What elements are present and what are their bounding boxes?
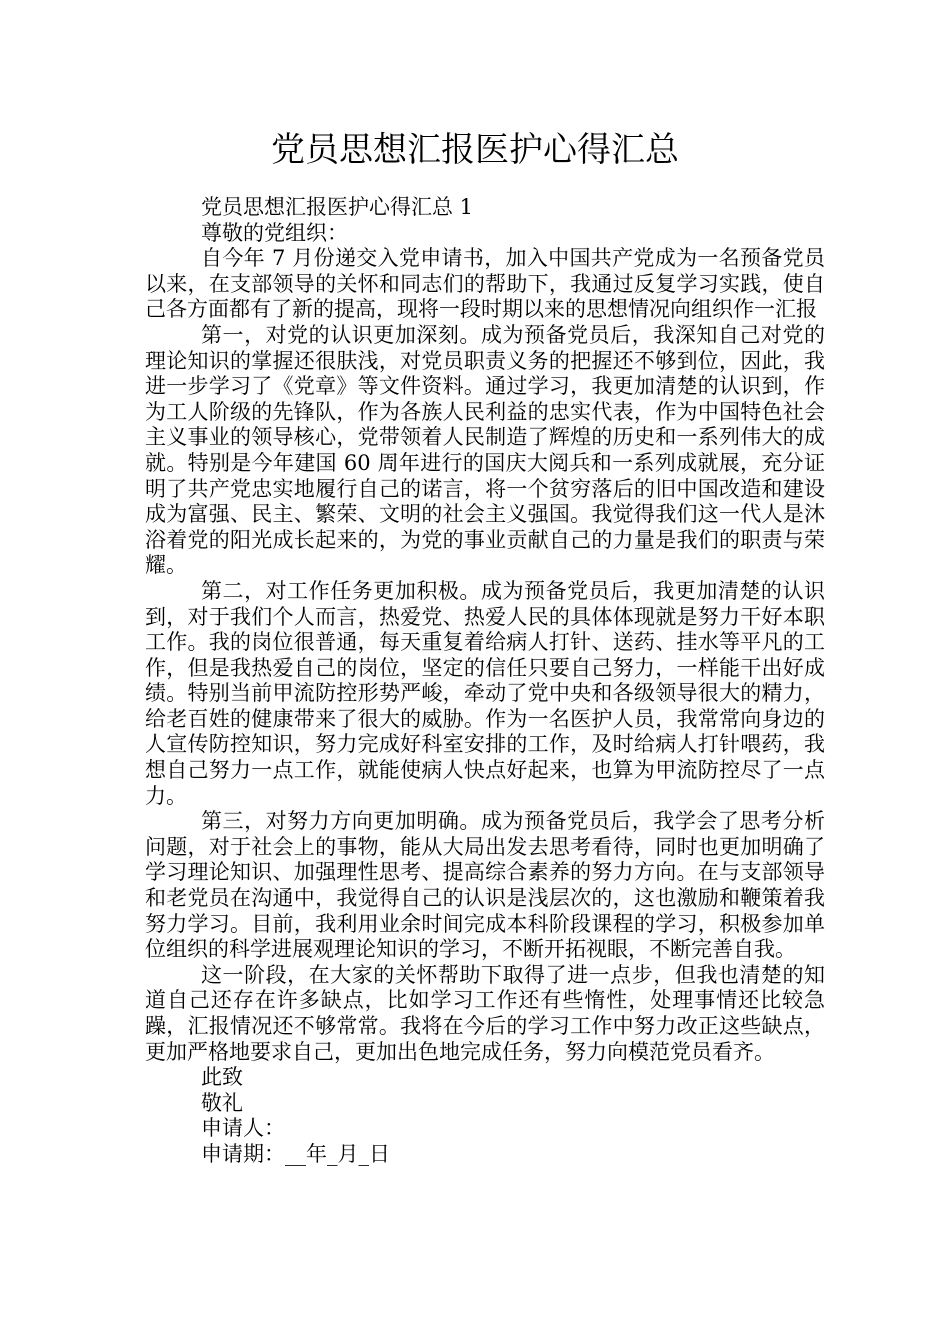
application-date: 申请期：__年_月_日 (201, 1141, 390, 1166)
closing-salute: 此致 (201, 1065, 243, 1090)
paragraph-second: 第二，对工作任务更加积极。成为预备党员后，我更加清楚的认识到，对于我们个人而言，热爱党、热爱人民的具体体现就是努力干好本职工作。我的岗位很普通，每天重复着给病人打针、送药、挂水等平凡的工作，但是我热爱自己的岗位，坚定的信任只要自己努力，一样能干出好成绩。特别当前甲流防控形势严峻，牵动了党中央和各级领导很大的精力，给老百姓的健康带来了很大的威胁。作为一名医护人员，我常常向身边的人宣传防控知识，努力完成好科室安排的工作，及时给病人打针喂药，我想自己努力一点工作，就能使病人快点好起来，也算为甲流防控尽了一点力。 (145, 578, 825, 808)
applicant-label: 申请人： (201, 1116, 285, 1141)
paragraph-third: 第三，对努力方向更加明确。成为预备党员后，我学会了思考分析问题，对于社会上的事物，能从大局出发去思考看待，同时也更加明确了学习理论知识、加强理性思考、提高综合素养的努力方向。在与支部领导和老党员在沟通中，我觉得自己的认识是浅层次的，这也激励和鞭策着我努力学习。目前，我利用业余时间完成本科阶段课程的学习，积极参加单位组织的科学进展观理论知识的学习，不断开拓视眼，不断完善自我。 (145, 809, 825, 962)
paragraph-summary: 这一阶段，在大家的关怀帮助下取得了进一点步，但我也清楚的知道自己还存在许多缺点，比如学习工作还有些惰性，处理事情还比较急躁，汇报情况还不够常常。我将在今后的学习工作中努力改正这些缺点，更加严格地要求自己，更加出色地完成任务，努力向模范党员看齐。 (145, 962, 825, 1064)
document-body (145, 195, 825, 1168)
section-heading: 党员思想汇报医护心得汇总 1 (201, 195, 474, 219)
paragraph-first: 第一，对党的认识更加深刻。成为预备党员后，我深知自己对党的理论知识的掌握还很肤浅，对党员职责义务的把握还不够到位，因此，我进一步学习了《党章》等文件资料。通过学习，我更加清楚的认识到，作为工人阶级的先锋队，作为各族人民利益的忠实代表，作为中国特色社会主义事业的领导核心，党带领着人民制造了辉煌的历史和一系列伟大的成就。特别是今年建国 60 周年进行的国庆大阅兵和一系列成就展，充分证明了共产党忠实地履行自己的诺言，将一个贫穷落后的旧中国改造和建设成为富强、民主、繁荣、文明的社会主义强国。我觉得我们这一代人是沐浴着党的阳光成长起来的，为党的事业贡献自己的力量是我们的职责与荣耀。 (145, 322, 825, 578)
closing-regards: 敬礼 (201, 1090, 243, 1115)
document-title: 党员思想汇报医护心得汇总 (271, 130, 679, 170)
salutation: 尊敬的党组织： (201, 220, 348, 245)
paragraph-intro: 自今年 7 月份递交入党申请书，加入中国共产党成为一名预备党员以来，在支部领导的关怀和同志们的帮助下，我通过反复学习实践，使自己各方面都有了新的提高，现将一段时期以来的思想情况向组织作一汇报 (145, 246, 825, 322)
